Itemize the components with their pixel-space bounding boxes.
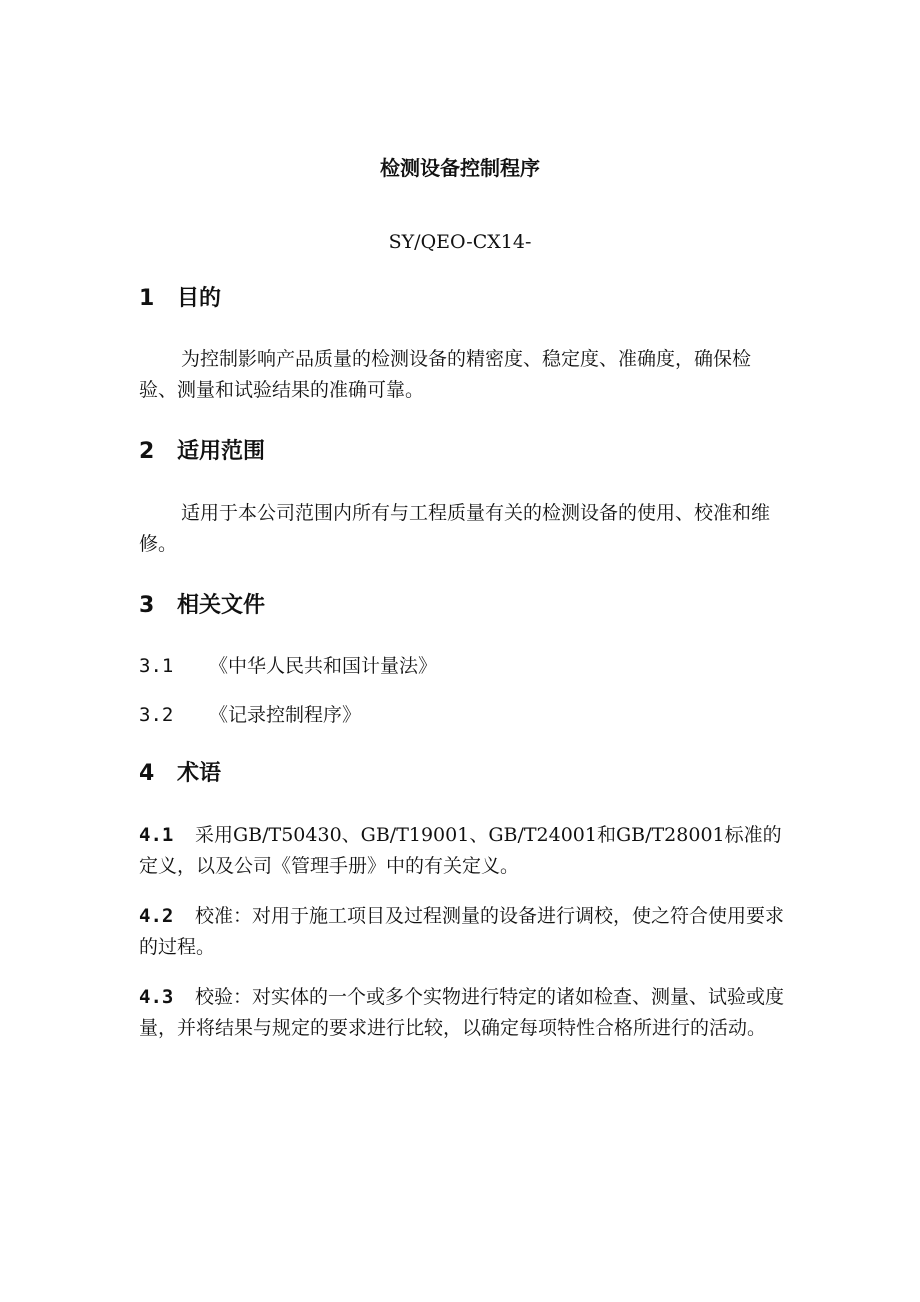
term-number: 4.2 [139,905,174,927]
term-item-4-3 [139,982,784,1044]
term-number: 4.3 [139,986,174,1008]
section-number: 4 [139,761,155,786]
section-number: 2 [139,439,155,464]
term-number: 4.1 [139,824,174,846]
term-text: 采用GB/T50430、GB/T19001、GB/T24001和GB/T28001标准的定义，以及公司《管理手册》中的有关定义。 [139,824,782,877]
section-2-heading [139,437,265,467]
section-4-heading [139,759,221,789]
section-1-text: 为控制影响产品质量的检测设备的精密度、稳定度、准确度，确保检验、测量和试验结果的准确可靠。 [139,348,752,401]
section-title: 适用范围 [177,439,266,464]
section-1-heading [139,284,221,314]
reference-item [139,700,784,731]
section-2-text: 适用于本公司范围内所有与工程质量有关的检测设备的使用、校准和维修。 [139,502,771,555]
document-code: SY/QEO-CX14- [388,231,532,253]
section-number: 3 [139,593,155,618]
term-text: 校验：对实体的一个或多个实物进行特定的诸如检查、测量、试验或度量，并将结果与规定的要求进行比较，以确定每项特性合格所进行的活动。 [139,986,785,1039]
reference-number: 3.2 [139,704,174,726]
term-item-4-1 [139,820,784,882]
document-title: 检测设备控制程序 [380,156,540,180]
reference-text: 《中华人民共和国计量法》 [209,655,438,677]
term-item-4-2 [139,901,784,963]
section-3-heading [139,591,265,621]
reference-text: 《记录控制程序》 [209,704,362,726]
reference-number: 3.1 [139,655,174,677]
term-text: 校准：对用于施工项目及过程测量的设备进行调校，使之符合使用要求的过程。 [139,905,785,958]
section-title: 术语 [177,761,222,786]
section-title: 目的 [177,286,222,311]
reference-item [139,651,784,682]
section-number: 1 [139,286,155,311]
section-title: 相关文件 [177,593,266,618]
